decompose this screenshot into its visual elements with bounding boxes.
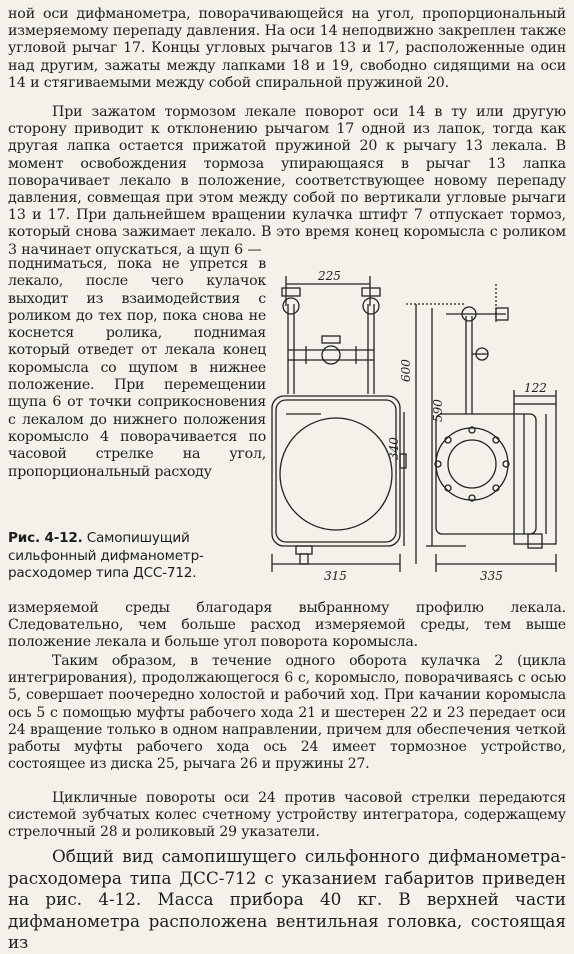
figure-caption-label: Рис. 4-12.	[8, 530, 83, 546]
paragraph-3: Таким образом, в течение одного оборота кулачка 2 (цикла интегрирования), продолжающегося 6 с, коромысло, поворачиваясь с осью 5, совершает поочередно холостой и рабочий ход. При качании коромысла ось 5 с помощью муфты рабочего хода 21 и шестерен 22 и 23 передает оси 24 вращение только в одном направлении, причем для обеспечения четкой работы муфты рабочего хода ось 24 имеет тормозное устройство, состоящее из диска 25, рычага 26 и пружины 27.	[8, 653, 566, 773]
paragraph-1: ной оси дифманометра, поворачивающейся на угол, пропорциональный измеряемому перепаду давления. На оси 14 неподвижно закреплен также угловой рычаг 17. Концы угловых рычагов 13 и 17, расположенные один над другим, зажаты между лапками 18 и 19, свободно сидящими на оси 14 и стягиваемыми между собой спиральной пружиной 20.	[8, 6, 566, 91]
chart-dial	[280, 418, 392, 530]
dim-label-600: 600	[399, 359, 413, 382]
dim-label-122: 122	[524, 381, 547, 395]
figure-caption	[8, 530, 266, 583]
body-side	[436, 414, 536, 534]
figure-4-12	[266, 264, 572, 584]
paragraph-2-wrapped: подниматься, пока не упрется в лекало, после чего кулачок выходит из взаимодействия с роликом до тех пор, пока снова не коснется ролика, поднимая который отведет от лекала конец коромысла со щупом в нижнее положение. При перемещении щупа 6 от точки соприкосновения с лекалом до нижнего положения коромысло 4 поворачивается по часовой стрелке на угол, пропорциональный расходу	[8, 256, 266, 480]
paragraph-2-end: измеряемой среды благодаря выбранному профилю лекала. Следовательно, чем больше расход измеряемой среды, тем выше положение лекала и больше угол поворота коромысла.	[8, 600, 566, 651]
flange-circle	[436, 428, 508, 500]
paragraph-5: Общий вид самопишущего сильфонного дифманометра-расходомера типа ДСС-712 с указанием габаритов приведен на рис. 4-12. Масса прибора 40 кг. В верхней части дифманометра расположена вентильная головка, состоящая из	[8, 846, 566, 952]
paragraph-4: Цикличные повороты оси 24 против часовой стрелки передаются системой зубчатых колес счетному устройству интегратора, содержащему стрелочный 28 и роликовый 29 указатели.	[8, 790, 566, 841]
dim-label-315: 315	[324, 569, 347, 583]
dim-label-225: 225	[318, 269, 341, 283]
device-drawing	[266, 264, 572, 584]
dim-label-590: 590	[431, 399, 445, 422]
valve-right	[363, 298, 379, 314]
side-cover	[514, 404, 556, 544]
dim-label-340: 340	[387, 437, 401, 460]
paragraph-2: При зажатом тормозом лекале поворот оси 14 в ту или другую сторону приводит к отклонению рычагом 17 одной из лапок, тогда как другая лапка остается прижатой пружиной 20 к рычагу 13 лекала. В момент освобождения тормоза упирающаяся в рычаг 13 лапка поворачивает лекало в положение, соответствующее новому перепаду давления, совмещая при этом между собой по вертикали угловые рычаги 13 и 17. При дальнейшем вращении кулачка штифт 7 отпускает тормоз, который снова зажимает лекало. В это время конец коромысла с роликом 3 начинает опускаться, а щуп 6 —	[8, 104, 566, 258]
dim-label-335: 335	[480, 569, 503, 583]
figure-caption-text: Самопишущий сильфонный дифманометр-расходомер типа ДСС-712.	[8, 530, 204, 581]
valve-center	[322, 346, 340, 364]
